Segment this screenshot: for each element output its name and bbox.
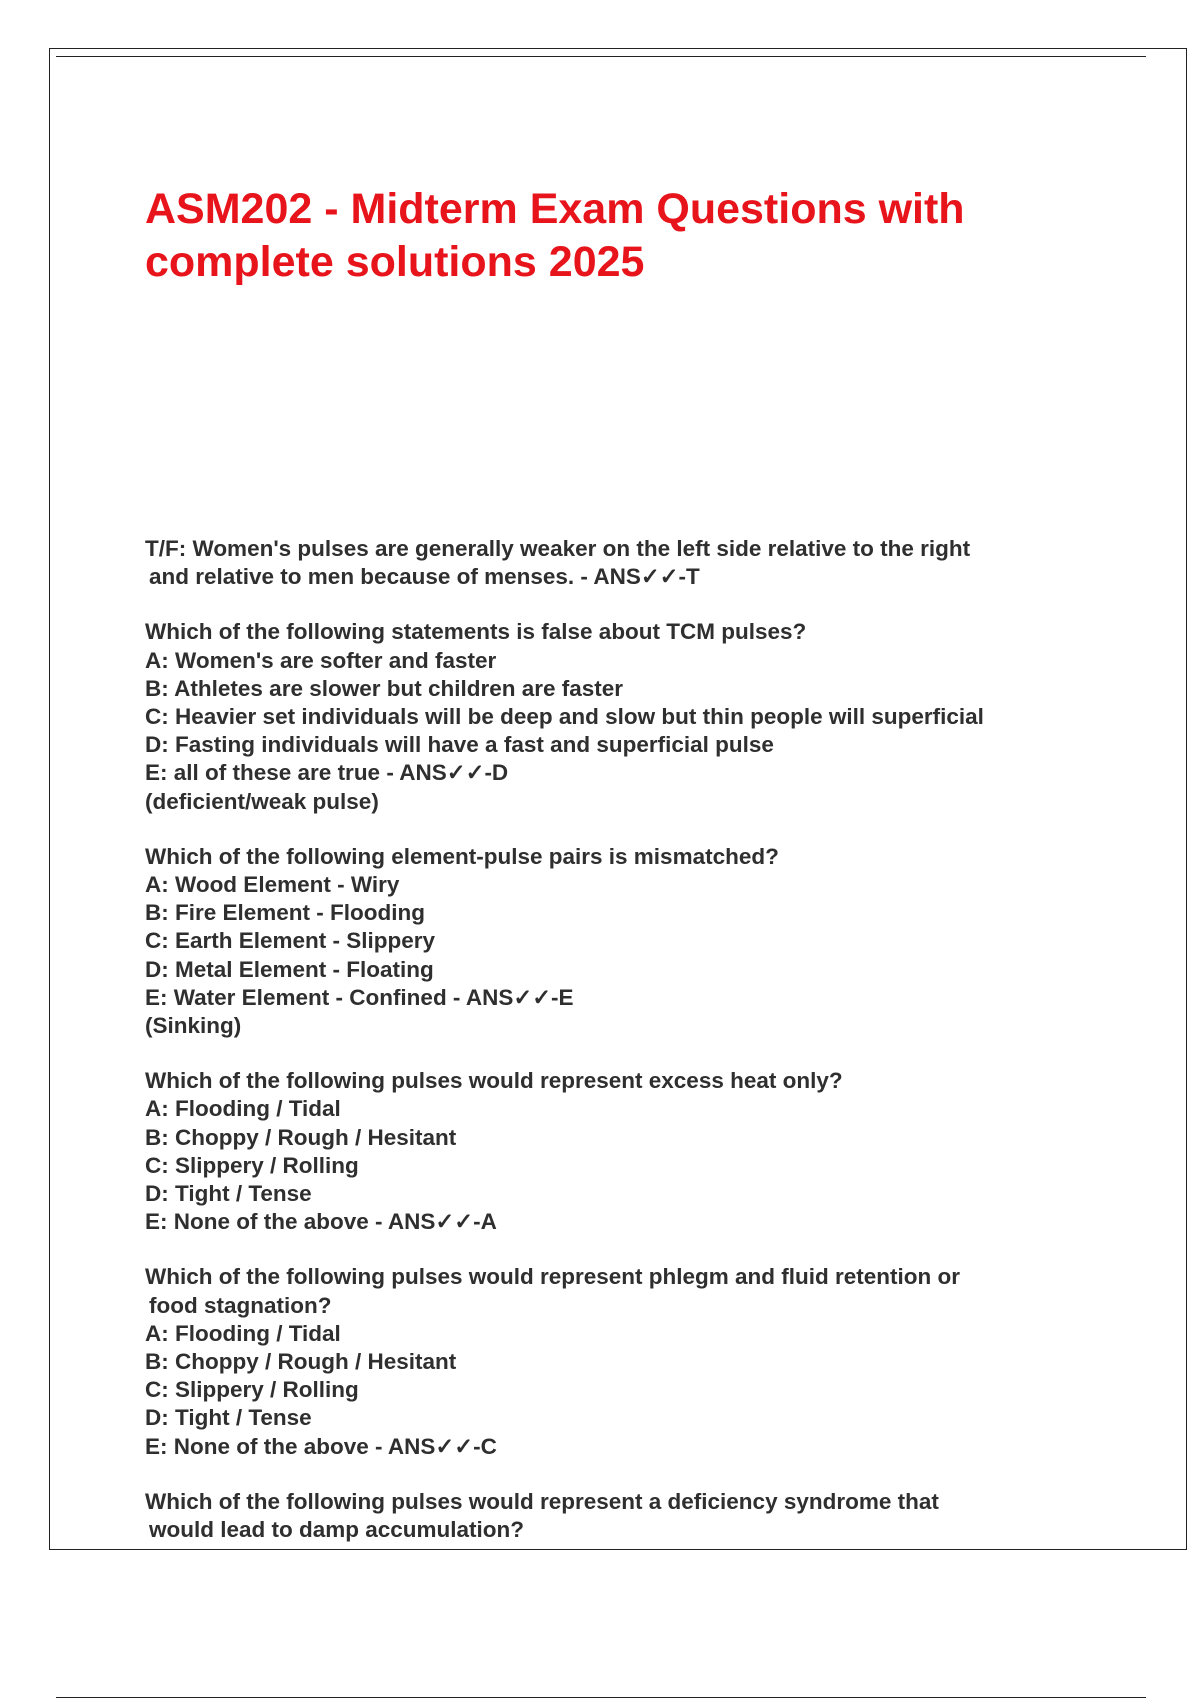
answer-note: (Sinking) [145, 1013, 242, 1039]
answer-option: C: Heavier set individuals will be deep and slow but thin people will superficial [145, 704, 984, 730]
answer-option: E: all of these are true - ANS✓✓-D [145, 760, 509, 786]
question-3 [145, 843, 1155, 1040]
question-stem: Which of the following pulses would represent excess heat only? [145, 1068, 843, 1094]
answer-option: C: Slippery / Rolling [145, 1152, 359, 1178]
answer-option: A: Flooding / Tidal [145, 1096, 341, 1122]
question-line: T/F: Women's pulses are generally weaker on the left side relative to the right [145, 536, 971, 561]
question-stem: Which of the following pulses would represent phlegm and fluid retention or [145, 1264, 961, 1290]
answer-option: E: None of the above - ANS✓✓-C [145, 1433, 497, 1459]
answer-option: D: Fasting individuals will have a fast and superficial pulse [145, 732, 774, 758]
answer-option: D: Metal Element - Floating [145, 956, 434, 982]
question-stem: would lead to damp accumulation? [149, 1517, 525, 1543]
question-stem: Which of the following statements is false about TCM pulses? [145, 619, 807, 645]
answer-option: C: Earth Element - Slippery [145, 928, 436, 954]
question-stem: Which of the following element-pulse pairs is mismatched? [145, 843, 779, 869]
question-line: and relative to men because of menses. - ANS✓✓-T [149, 564, 700, 590]
question-5 [145, 1263, 1155, 1460]
answer-option: E: Water Element - Confined - ANS✓✓-E [145, 984, 574, 1010]
questions-list [145, 535, 1155, 1550]
question-2 [145, 618, 1155, 815]
answer-option: B: Choppy / Rough / Hesitant [145, 1124, 457, 1150]
document-title: ASM202 - Midterm Exam Questions with complete solutions 2025 [145, 185, 965, 286]
answer-option: D: Tight / Tense [145, 1405, 312, 1431]
document-page [49, 48, 1187, 1550]
answer-option: A: Flooding / Tidal [145, 1320, 341, 1346]
answer-option: B: Choppy / Rough / Hesitant [145, 1349, 457, 1375]
answer-note: (deficient/weak pulse) [145, 788, 379, 814]
question-stem: Which of the following pulses would represent a deficiency syndrome that [145, 1488, 939, 1514]
answer-option: A: Women's are softer and faster [145, 647, 497, 673]
answer-option: A: Wood Element - Wiry [145, 872, 400, 898]
question-4 [145, 1067, 1155, 1236]
bottom-rule [56, 1697, 1146, 1698]
answer-option: D: Tight / Tense [145, 1181, 312, 1207]
answer-option: C: Slippery / Rolling [145, 1377, 359, 1403]
top-rule [56, 56, 1146, 57]
question-1 [145, 535, 1155, 591]
answer-option: B: Athletes are slower but children are faster [145, 675, 624, 701]
answer-option: E: None of the above - ANS✓✓-A [145, 1209, 497, 1235]
question-stem: food stagnation? [149, 1292, 332, 1318]
answer-option: B: Fire Element - Flooding [145, 900, 425, 926]
question-6 [145, 1488, 1155, 1544]
